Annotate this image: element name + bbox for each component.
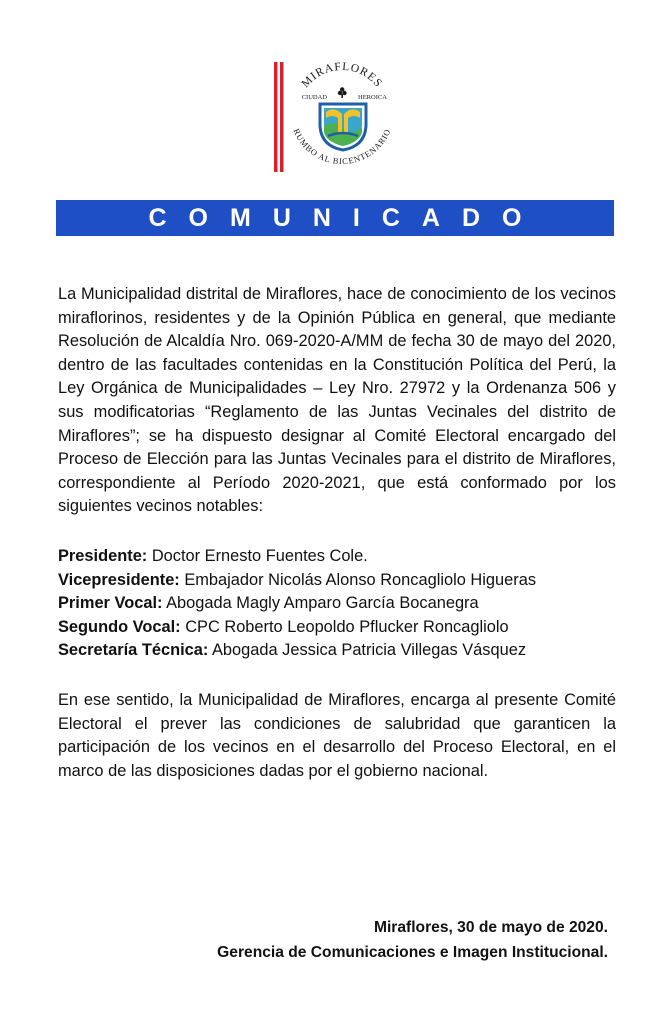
document-body [58,283,616,783]
logo-ribbon-right: HEROICA [358,94,387,101]
member-role: Secretaría Técnica: [58,641,209,660]
banner-title: COMUNICADO [148,203,544,232]
signature-place-date: Miraflores, 30 de mayo de 2020. [373,919,608,936]
member-name: Abogada Magly Amparo García Bocanegra [162,594,479,613]
member-role: Presidente: [58,546,148,565]
member-role: Segundo Vocal: [58,617,181,636]
signature-office: Gerencia de Comunicaciones e Imagen Institucional. [217,944,608,961]
logo-ribbon-left: CIUDAD [301,94,327,101]
signature-block [217,915,608,965]
svg-text:MIRAFLORES [300,62,385,90]
comunicado-banner [56,200,614,236]
logo-arc-text: MIRAFLORES [299,62,385,91]
member-item [58,616,616,640]
member-name: Abogada Jessica Patricia Villegas Vásquez [208,641,527,660]
member-name: Doctor Ernesto Fuentes Cole. [147,546,368,565]
member-item [58,545,616,569]
closing-paragraph: En ese sentido, la Municipalidad de Miraflores, encarga al presente Comité Electoral el prever las condiciones de salubridad que garanticen la participación de los vecinos en el desarrollo del Proceso Electoral, en el marco de las disposiciones dadas por el gobierno nacional. [58,690,616,780]
intro-paragraph: La Municipalidad distrital de Miraflores, hace de conocimiento de los vecinos miraflorinos, residentes y de la Opinión Pública en general, que mediante Resolución de Alcaldía Nro. 069-2020-A/MM de fecha 30 de mayo del 2020, dentro de las facultades contenidas en la Constitución Política del Perú, la Ley Orgánica de Municipalidades – Ley Nro. 27972 y la Ordenanza 506 y sus modificatorias “Reglamento de las Juntas Vecinales del distrito de Miraflores”; se ha dispuesto designar al Comité Electoral encargado del Proceso de Elección para las Juntas Vecinales para el distrito de Miraflores, correspondiente al Período 2020-2021, que está conformado por los siguientes vecinos notables: [58,285,616,516]
miraflores-seal-icon [272,62,402,174]
member-name: CPC Roberto Leopoldo Pflucker Roncagliolo [180,617,509,636]
member-item [58,569,616,593]
logo-bottom-arc-text: RUMBO AL BICENTENARIO [291,126,393,167]
member-role: Vicepresidente: [58,570,180,589]
committee-members-list [58,545,616,663]
member-item [58,592,616,616]
member-item [58,639,616,663]
member-name: Embajador Nicolás Alonso Roncagliolo Higueras [179,570,537,589]
member-role: Primer Vocal: [58,594,163,613]
miraflores-logo [272,62,402,174]
